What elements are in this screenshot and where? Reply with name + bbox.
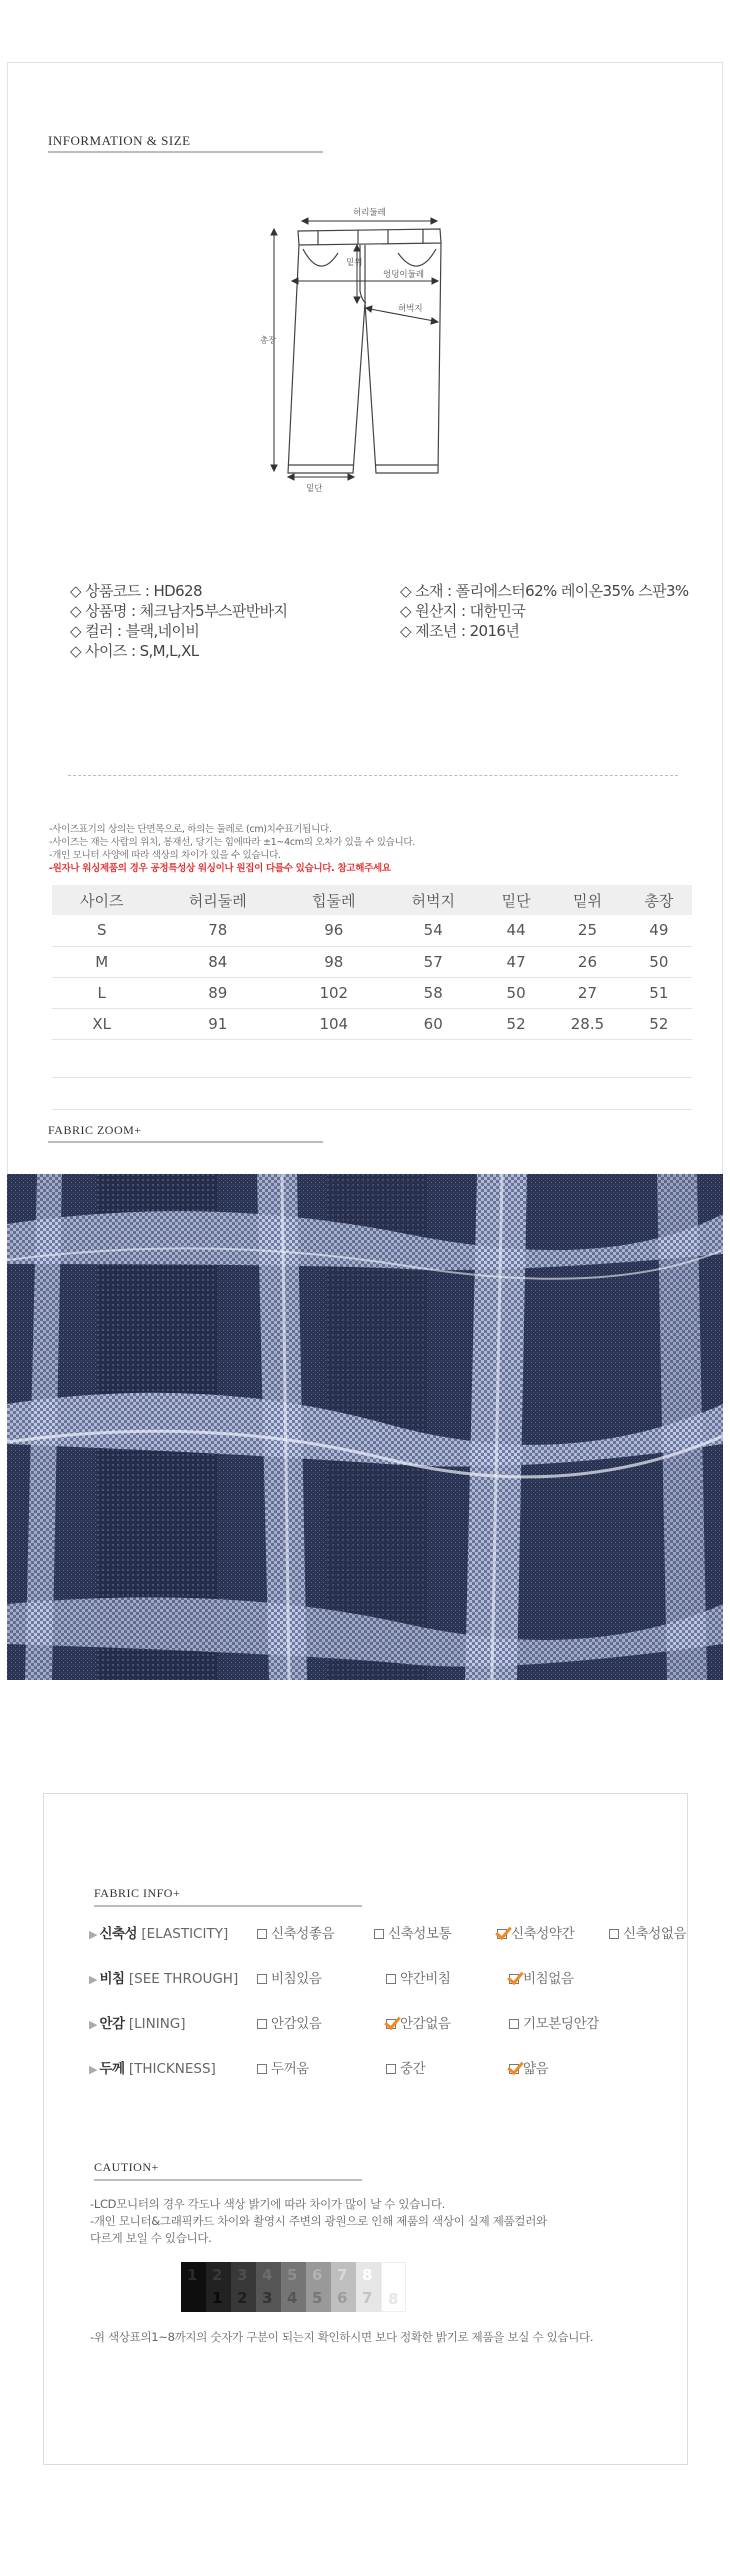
attribute-label-ko: 신축성: [99, 1926, 138, 1942]
checkbox-icon: [509, 2019, 519, 2029]
table-divider: [52, 1109, 692, 1110]
attribute-label-en: [LINING]: [124, 2016, 186, 2032]
attribute-label: [89, 2057, 216, 2077]
swatch-cell: [356, 2262, 381, 2312]
section-title-underline: [94, 2179, 362, 2181]
diagram-label-waist: 허리둘레: [353, 208, 386, 218]
swatch-cell: [306, 2262, 331, 2312]
checkbox-checked-icon: [497, 1929, 507, 1939]
attribute-label-ko: 안감: [99, 2016, 125, 2032]
option-see-through-none[interactable]: [509, 1967, 574, 1987]
diagram-label-length: 총장: [260, 336, 277, 346]
size-note: -사이즈는 재는 사람의 위치, 봉재선, 당기는 힘에따라 ±1~4cm의 오차가 있을 수 있습니다.: [49, 837, 415, 848]
swatch-number: 6: [337, 2289, 348, 2307]
section-title-caution: CAUTION+: [94, 2160, 159, 2174]
swatch-cell: [256, 2262, 281, 2312]
option-elasticity-good[interactable]: [257, 1922, 334, 1942]
table-cell: 51: [626, 977, 692, 1008]
option-thickness-thin[interactable]: [509, 2057, 548, 2077]
swatch-cell: [206, 2262, 231, 2312]
swatch-number: 2: [212, 2266, 223, 2284]
arrow-right-icon: ▶: [89, 1973, 98, 1986]
table-cell: 44: [483, 915, 549, 946]
attribute-label-ko: 비침: [99, 1971, 125, 1987]
spec-product-name: ◇ 상품명 : 체크남자5부스판반바지: [70, 602, 288, 620]
table-cell: 84: [151, 946, 284, 977]
product-spec-left: [70, 581, 287, 661]
size-table-header: 허벅지: [384, 885, 483, 915]
option-elasticity-slight[interactable]: [497, 1922, 574, 1942]
table-row: [52, 1008, 692, 1039]
swatch-number: 1: [212, 2289, 223, 2307]
caution-line: 다르게 보일 수 있습니다.: [90, 2231, 212, 2245]
section-title-underline: [48, 1141, 323, 1143]
diagram-label-hem: 밑단: [306, 484, 323, 494]
caution-footer: -위 색상표의1~8까지의 숫자가 구분이 되는지 확인하시면 보다 정확한 밝기로 제품을 보실 수 있습니다.: [90, 2330, 594, 2344]
attribute-label-ko: 두께: [99, 2061, 125, 2077]
spec-origin: ◇ 원산지 : 대한민국: [400, 602, 526, 620]
size-table-header: 힙둘레: [284, 885, 383, 915]
option-label: 신축성보통: [388, 1926, 452, 1942]
swatch-cell: [381, 2262, 406, 2312]
swatch-number: 2: [237, 2289, 248, 2307]
swatch-cell: [181, 2262, 206, 2312]
fabric-zoom-photo: [7, 1174, 723, 1680]
section-title-fabric-zoom: FABRIC ZOOM+: [48, 1123, 142, 1137]
option-label: 얇음: [523, 2061, 549, 2077]
size-table-header: 밑단: [483, 885, 549, 915]
swatch-number: 6: [312, 2266, 323, 2284]
size-table-header: 허리둘레: [151, 885, 284, 915]
section-title-information-size: INFORMATION & SIZE: [48, 133, 191, 148]
size-note: -사이즈표기의 상의는 단면목으로, 하의는 둘레로 (cm)치수표기됩니다.: [49, 824, 332, 835]
table-row: [52, 977, 692, 1008]
spec-product-code: ◇ 상품코드 : HD628: [70, 582, 202, 600]
swatch-cell: [231, 2262, 256, 2312]
size-notes: [49, 823, 415, 875]
attribute-label: [89, 2012, 186, 2032]
option-thickness-thick[interactable]: [257, 2057, 309, 2077]
information-size-section: [7, 62, 723, 1180]
option-label: 신축성약간: [511, 1926, 575, 1942]
option-lining-none[interactable]: [386, 2012, 451, 2032]
checkbox-icon: [257, 1974, 267, 1984]
pants-measurement-diagram: [258, 193, 468, 494]
table-cell: 102: [284, 977, 383, 1008]
swatch-number: 3: [262, 2289, 273, 2307]
arrow-right-icon: ▶: [89, 1928, 98, 1941]
option-label: 안감있음: [271, 2016, 322, 2032]
swatch-number: 4: [262, 2266, 273, 2284]
table-cell: 58: [384, 977, 483, 1008]
spec-material: ◇ 소재 : 폴리에스터62% 레이온35% 스판3%: [400, 582, 689, 600]
section-title-underline: [94, 1905, 362, 1907]
fabric-info-section: [43, 1793, 688, 2465]
swatch-number: 7: [362, 2289, 373, 2307]
option-thickness-medium[interactable]: [386, 2057, 425, 2077]
plaid-fabric-image: [7, 1174, 723, 1680]
attribute-label: [89, 1922, 228, 1942]
option-elasticity-none[interactable]: [609, 1922, 686, 1942]
attribute-label: [89, 1967, 238, 1987]
table-cell: 50: [626, 946, 692, 977]
option-see-through-yes[interactable]: [257, 1967, 322, 1987]
table-cell: 54: [384, 915, 483, 946]
arrow-right-icon: ▶: [89, 2063, 98, 2076]
size-note-warning: -원자나 워싱제품의 경우 공정특성상 워싱이나 원집이 다를수 있습니다. 참고해주세요: [49, 863, 391, 874]
swatch-number: 1: [187, 2266, 198, 2284]
option-label: 중간: [400, 2061, 426, 2077]
size-table-header: 밑위: [549, 885, 625, 915]
option-lining-fleece-bonded[interactable]: [509, 2012, 599, 2032]
table-cell: 78: [151, 915, 284, 946]
option-lining-yes[interactable]: [257, 2012, 322, 2032]
size-table: [52, 885, 692, 1040]
swatch-number: 7: [337, 2266, 348, 2284]
brightness-swatch: [181, 2262, 406, 2312]
option-label: 신축성없음: [623, 1926, 687, 1942]
diagram-label-rise: 밑위: [346, 258, 363, 268]
attribute-label-en: [ELASTICITY]: [137, 1926, 229, 1942]
checkbox-icon: [609, 1929, 619, 1939]
checkbox-icon: [257, 1929, 267, 1939]
table-cell: 50: [483, 977, 549, 1008]
dashed-divider: [68, 775, 678, 776]
option-elasticity-normal[interactable]: [374, 1922, 451, 1942]
swatch-number: 8: [388, 2290, 399, 2308]
table-cell: 57: [384, 946, 483, 977]
option-label: 약간비침: [400, 1971, 451, 1987]
swatch-cell: [281, 2262, 306, 2312]
checkbox-icon: [386, 1974, 396, 1984]
table-divider: [52, 1077, 692, 1078]
table-cell: 25: [549, 915, 625, 946]
table-cell: 26: [549, 946, 625, 977]
pants-waistband: [298, 229, 441, 245]
checkbox-icon: [257, 2064, 267, 2074]
attribute-label-en: [SEE THROUGH]: [124, 1971, 239, 1987]
table-cell: 49: [626, 915, 692, 946]
checkbox-icon: [257, 2019, 267, 2029]
size-table-header-row: [52, 885, 692, 915]
checkbox-checked-icon: [509, 1974, 519, 1984]
table-cell: M: [52, 946, 151, 977]
table-cell: S: [52, 915, 151, 946]
option-label: 신축성좋음: [271, 1926, 335, 1942]
checkbox-icon: [386, 2064, 396, 2074]
diagram-label-hip: 엉덩이둘레: [383, 270, 425, 280]
spec-sizes: ◇ 사이즈 : S,M,L,XL: [70, 642, 199, 660]
size-note: -개인 모니터 사양에 따라 색상의 차이가 있을 수 있습니다.: [49, 850, 281, 861]
spec-manufacture-year: ◇ 제조년 : 2016년: [400, 622, 520, 640]
table-cell: 28.5: [549, 1008, 625, 1039]
option-label: 두꺼움: [271, 2061, 309, 2077]
table-row: [52, 946, 692, 977]
size-table-header: 총장: [626, 885, 692, 915]
table-cell: 98: [284, 946, 383, 977]
table-row: [52, 915, 692, 946]
checkbox-checked-icon: [509, 2064, 519, 2074]
table-cell: 60: [384, 1008, 483, 1039]
table-cell: L: [52, 977, 151, 1008]
spec-color: ◇ 컬러 : 블랙,네이비: [70, 622, 200, 640]
section-title-fabric-info: FABRIC INFO+: [94, 1886, 181, 1900]
product-spec-right: [400, 581, 689, 641]
table-cell: 89: [151, 977, 284, 1008]
table-cell: 96: [284, 915, 383, 946]
section-title-underline: [48, 151, 323, 153]
table-cell: 91: [151, 1008, 284, 1039]
table-cell: 104: [284, 1008, 383, 1039]
size-table-header: 사이즈: [52, 885, 151, 915]
swatch-number: 8: [362, 2266, 373, 2284]
diagram-label-thigh: 허벅지: [398, 304, 423, 314]
caution-line: -개인 모니터&그래픽카드 차이와 촬영시 주변의 광원으로 인해 제품의 색상이 실제 제품컬러와: [90, 2214, 547, 2228]
option-label: 비침있음: [271, 1971, 322, 1987]
arrow-right-icon: ▶: [89, 2018, 98, 2031]
swatch-number: 3: [237, 2266, 248, 2284]
caution-text: [90, 2196, 547, 2247]
swatch-cell: [331, 2262, 356, 2312]
swatch-number: 5: [312, 2289, 323, 2307]
table-cell: 47: [483, 946, 549, 977]
swatch-number: 5: [287, 2266, 298, 2284]
table-cell: 52: [626, 1008, 692, 1039]
caution-line: -LCD모니터의 경우 각도나 색상 밝기에 따라 차이가 많이 날 수 있습니다.: [90, 2197, 445, 2211]
checkbox-checked-icon: [386, 2019, 396, 2029]
table-cell: 27: [549, 977, 625, 1008]
table-cell: 52: [483, 1008, 549, 1039]
option-label: 비침없음: [523, 1971, 574, 1987]
attribute-label-en: [THICKNESS]: [124, 2061, 216, 2077]
option-label: 안감없음: [400, 2016, 451, 2032]
table-cell: XL: [52, 1008, 151, 1039]
option-see-through-slight[interactable]: [386, 1967, 451, 1987]
checkbox-icon: [374, 1929, 384, 1939]
swatch-number: 4: [287, 2289, 298, 2307]
option-label: 기모본딩안감: [523, 2016, 599, 2032]
